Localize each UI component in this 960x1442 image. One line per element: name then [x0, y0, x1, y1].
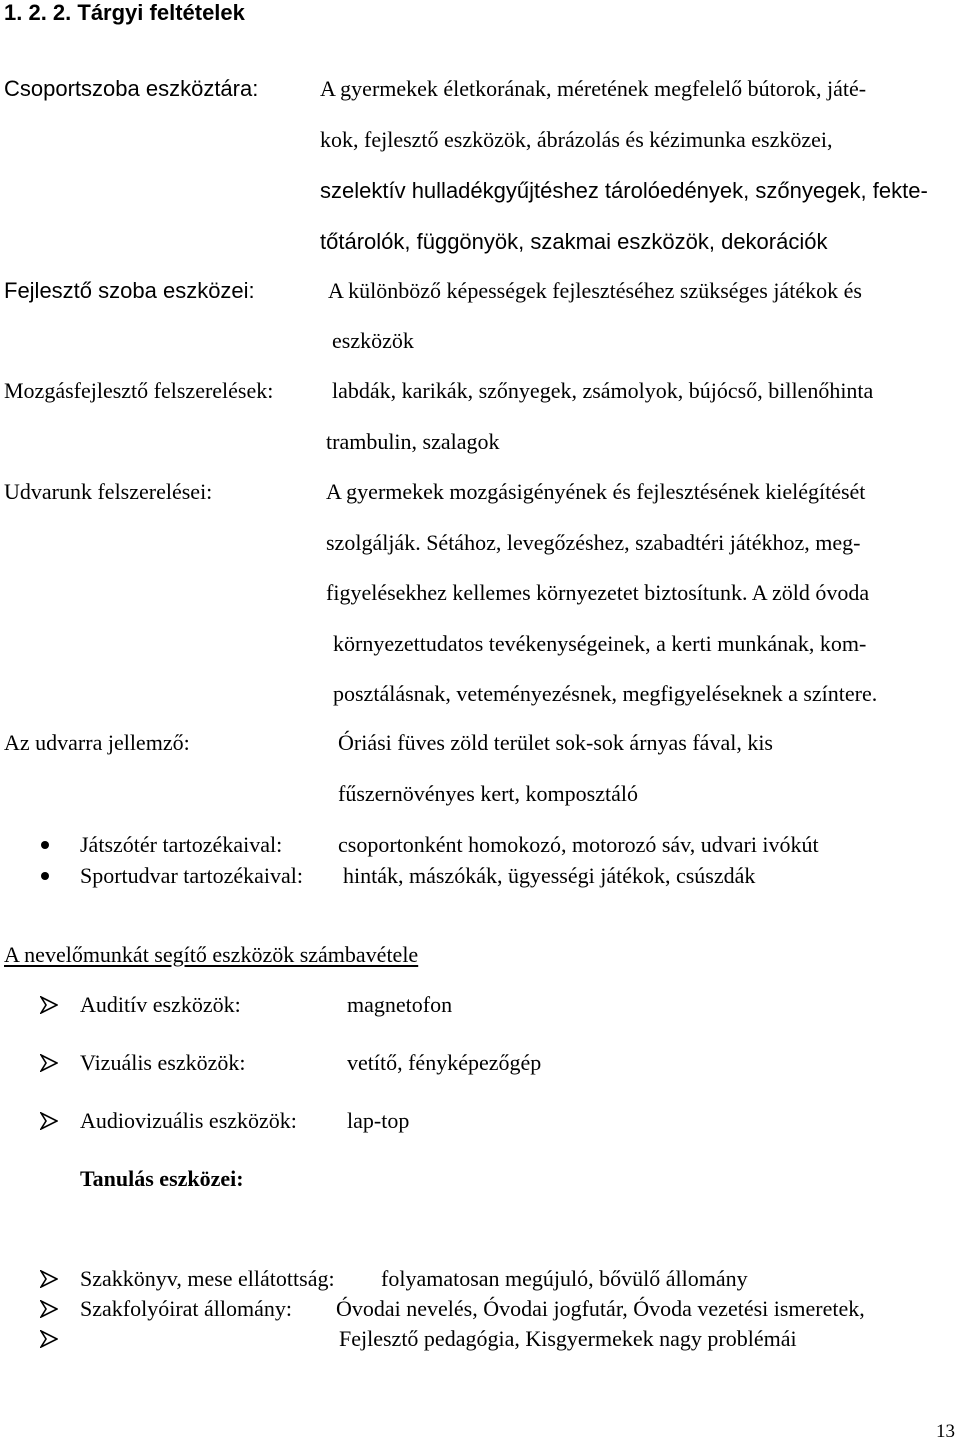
tool-value: magnetofon	[347, 992, 453, 1017]
udvar-line: posztálásnak, veteményezésnek, megfigyeléseknek a színtere.	[333, 681, 878, 706]
udvar-line: környezettudatos tevékenységeinek, a kerti munkának, kom-	[333, 631, 867, 656]
csoportszoba-label: Csoportszoba eszköztára:	[4, 76, 259, 101]
udvar-line: figyelésekhez kellemes környezetet biztosítunk. A zöld óvoda	[326, 580, 870, 605]
learning-value: Fejlesztő pedagógia, Kisgyermekek nagy problémái	[339, 1326, 797, 1351]
learning-value: Óvodai nevelés, Óvodai jogfutár, Óvoda vezetési ismeretek,	[336, 1296, 865, 1321]
tool-label: Audiovizuális eszközök:	[80, 1108, 297, 1133]
tools-heading: A nevelőmunkát segítő eszközök számbavétele	[4, 942, 419, 967]
learning-heading: Tanulás eszközei:	[80, 1166, 244, 1191]
mozgas-line: trambulin, szalagok	[326, 429, 500, 454]
udvar-line: A gyermekek mozgásigényének és fejlesztésének kielégítését	[326, 479, 866, 504]
udvar-label: Udvarunk felszerelései:	[4, 479, 213, 504]
arrow-bullet-icon	[40, 1112, 58, 1130]
arrow-bullet-icon	[40, 1300, 58, 1318]
tool-label: Vizuális eszközök:	[80, 1050, 246, 1075]
page-heading: 1. 2. 2. Tárgyi feltételek	[4, 0, 245, 25]
csoportszoba-line: A gyermekek életkorának, méretének megfelelő bútorok, játé-	[320, 76, 867, 101]
arrow-bullet-icon	[40, 1330, 58, 1348]
arrow-bullet-icon	[40, 1054, 58, 1072]
jellemzo-line: Óriási füves zöld terület sok-sok árnyas fával, kis	[338, 730, 773, 755]
bullet-value: hinták, mászókák, ügyességi játékok, csúszdák	[343, 863, 756, 888]
jellemzo-label: Az udvarra jellemző:	[4, 730, 190, 755]
tool-label: Auditív eszközök:	[80, 992, 241, 1017]
arrow-bullet-icon	[40, 996, 58, 1014]
udvar-line: szolgálják. Sétához, levegőzéshez, szabadtéri játékhoz, meg-	[326, 530, 861, 555]
page-number: 13	[936, 1421, 955, 1442]
mozgas-line: labdák, karikák, szőnyegek, zsámolyok, bújócső, billenőhinta	[332, 378, 874, 403]
csoportszoba-line: szelektív hulladékgyűjtéshez tárolóedények, szőnyegek, fekte-	[320, 178, 928, 203]
bullet-dot-icon	[41, 872, 49, 880]
mozgas-label: Mozgásfejlesztő felszerelések:	[4, 378, 274, 403]
learning-label: Szakkönyv, mese ellátottság:	[80, 1266, 335, 1291]
csoportszoba-line: kok, fejlesztő eszközök, ábrázolás és kézimunka eszközei,	[320, 127, 833, 152]
csoportszoba-line: tőtárolók, függönyök, szakmai eszközök, dekorációk	[320, 229, 828, 254]
learning-label: Szakfolyóirat állomány:	[80, 1296, 292, 1321]
tool-value: vetítő, fényképezőgép	[347, 1050, 542, 1075]
jellemzo-line: fűszernövényes kert, komposztáló	[338, 781, 638, 806]
bullet-label: Játszótér tartozékaival:	[80, 832, 283, 857]
fejleszto-label: Fejlesztő szoba eszközei:	[4, 278, 255, 303]
learning-value: folyamatosan megújuló, bővülő állomány	[381, 1266, 748, 1291]
bullet-dot-icon	[41, 841, 49, 849]
bullet-label: Sportudvar tartozékaival:	[80, 863, 303, 888]
arrow-bullet-icon	[40, 1270, 58, 1288]
tool-value: lap-top	[347, 1108, 410, 1133]
bullet-value: csoportonként homokozó, motorozó sáv, udvari ivókút	[338, 832, 819, 857]
fejleszto-line: eszközök	[332, 328, 414, 353]
fejleszto-line: A különböző képességek fejlesztéséhez szükséges játékok és	[328, 278, 862, 303]
